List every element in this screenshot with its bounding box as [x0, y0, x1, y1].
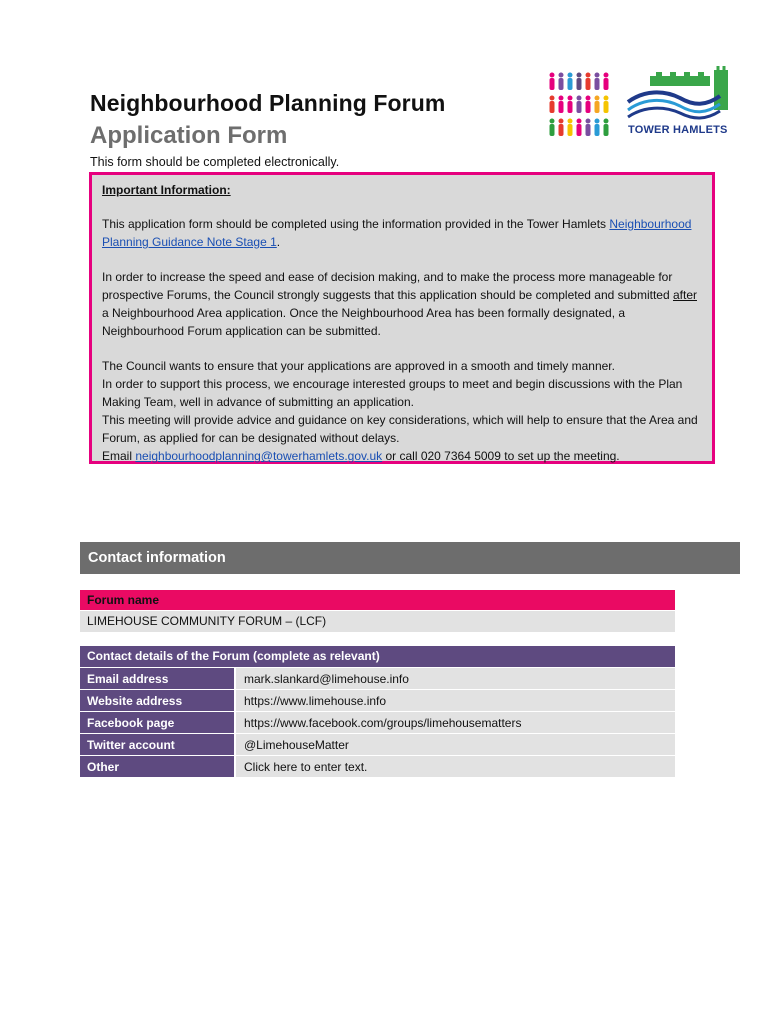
- facebook-page-label: Facebook page: [80, 711, 234, 733]
- community-people-logo-icon: [548, 72, 616, 138]
- info-paragraph-3: The Council wants to ensure that your applications are approved in a smooth and timely manner.: [102, 359, 615, 373]
- website-address-label: Website address: [80, 689, 234, 711]
- email-address-label: Email address: [80, 667, 234, 689]
- contact-details-table: [80, 667, 675, 777]
- contact-information-heading: Contact information: [80, 542, 740, 574]
- people-row-1: [550, 73, 609, 91]
- table-row: [80, 711, 675, 733]
- info-heading: Important Information:: [102, 183, 231, 197]
- other-field[interactable]: Click here to enter text.: [234, 755, 675, 777]
- website-address-field[interactable]: https://www.limehouse.info: [234, 689, 675, 711]
- info-email-prefix: Email: [102, 449, 136, 463]
- contact-details-header: Contact details of the Forum (complete as relevant): [80, 646, 675, 667]
- important-information-box: [89, 172, 715, 464]
- twitter-account-label: Twitter account: [80, 733, 234, 755]
- other-label: Other: [80, 755, 234, 777]
- guidance-note-link[interactable]: Neighbourhood Planning Guidance Note Stage 1: [102, 217, 692, 249]
- tower-hamlets-logo-text: TOWER HAMLETS: [628, 124, 728, 136]
- info-contact-line: [102, 447, 702, 465]
- table-row: [80, 667, 675, 689]
- twitter-account-field[interactable]: @LimehouseMatter: [234, 733, 675, 755]
- email-link[interactable]: neighbourhoodplanning@towerhamlets.gov.uk: [135, 449, 383, 463]
- info-paragraph-3c: This meeting will provide advice and guidance on key considerations, which will help to ensure that the Area and Forum, as applied for can be designated without delays.: [102, 413, 698, 445]
- forum-name-field[interactable]: LIMEHOUSE COMMUNITY FORUM – (LCF): [80, 611, 675, 632]
- page-title: Neighbourhood Planning Forum: [90, 90, 446, 116]
- info-paragraph-2: [102, 268, 702, 340]
- page-subtitle: Application Form: [90, 122, 288, 149]
- info-p1-text: This application form should be completed using the information provided in the Tower Hamlets: [102, 217, 610, 231]
- forum-name-label: Forum name: [80, 590, 675, 610]
- info-p1-end: .: [276, 235, 281, 249]
- info-p2-emphasis: after: [672, 288, 697, 302]
- info-paragraph-1: [102, 215, 702, 251]
- people-row-2: [550, 96, 609, 114]
- facebook-page-field[interactable]: https://www.facebook.com/groups/limehousematters: [234, 711, 675, 733]
- completion-note: This form should be completed electronically.: [90, 155, 340, 169]
- info-email-suffix: or call 020 7364 5009 to set up the meeting.: [382, 449, 620, 463]
- info-p2-text: In order to increase the speed and ease of decision making, and to make the process more manageable for prospective Forums, the Council strongly suggests that this application should be completed and submitted: [102, 270, 673, 302]
- table-row: [80, 689, 675, 711]
- people-row-3: [550, 119, 609, 137]
- info-paragraph-3b: In order to support this process, we encourage interested groups to meet and begin discussions with the Plan Making Team, well in advance of submitting an application.: [102, 377, 683, 409]
- table-row: [80, 733, 675, 755]
- email-address-field[interactable]: mark.slankard@limehouse.info: [234, 667, 675, 689]
- table-row: [80, 755, 675, 777]
- info-p2-end: a Neighbourhood Area application. Once the Neighbourhood Area has been formally designated, a Neighbourhood Forum application can be submitted.: [102, 306, 626, 338]
